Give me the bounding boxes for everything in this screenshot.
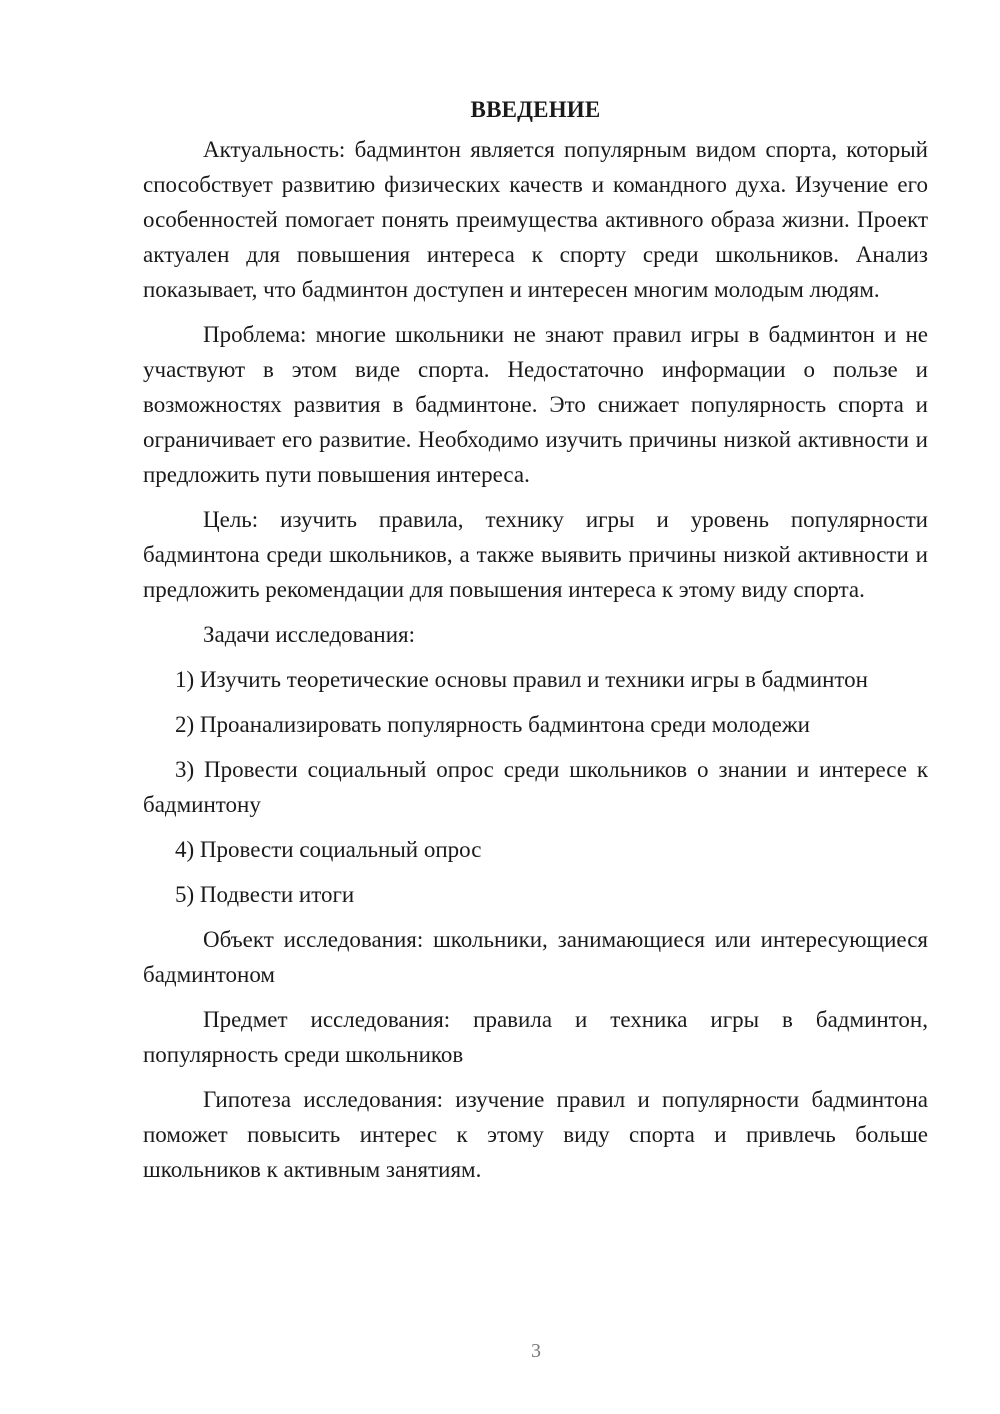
task-item-4: 4) Провести социальный опрос	[175, 837, 482, 862]
paragraph-goal: Цель: изучить правила, технику игры и уровень популярности бадминтона среди школьников, а также выявить причины низкой активности и предложить рекомендации для повышения интереса к этому виду спорта.	[143, 507, 928, 602]
paragraph-object: Объект исследования: школьники, занимающиеся или интересующиеся бадминтоном	[143, 927, 928, 987]
task-item-2: 2) Проанализировать популярность бадминтона среди молодежи	[175, 712, 810, 737]
paragraph-hypothesis: Гипотеза исследования: изучение правил и популярности бадминтона поможет повысить интерес к этому виду спорта и привлечь больше школьников к активным занятиям.	[143, 1087, 928, 1182]
task-item-1: 1) Изучить теоретические основы правил и техники игры в бадминтон	[175, 667, 868, 692]
page-content	[143, 92, 928, 1197]
paragraph-subject: Предмет исследования: правила и техника игры в бадминтон, популярность среди школьников	[143, 1007, 928, 1067]
section-title: ВВЕДЕНИЕ	[470, 97, 601, 122]
tasks-heading: Задачи исследования:	[203, 622, 416, 647]
task-item-3: 3) Провести социальный опрос среди школьников о знании и интересе к бадминтону	[143, 757, 928, 817]
task-item-5: 5) Подвести итоги	[175, 882, 355, 907]
paragraph-problem: Проблема: многие школьники не знают правил игры в бадминтон и не участвуют в этом виде спорта. Недостаточно информации о пользе и возможностях развития в бадминтоне. Это снижает популярность спорта и ограничивает его развитие. Необходимо изучить причины низкой активности и предложить пути повышения интереса.	[143, 322, 928, 487]
paragraph-relevance: Актуальность: бадминтон является популярным видом спорта, который способствует развитию физических качеств и командного духа. Изучение его особенностей помогает понять преимущества активного образа жизни. Проект актуален для повышения интереса к спорту среди школьников. Анализ показывает, что бадминтон доступен и интересен многим молодым людям.	[143, 137, 928, 302]
page-number: 3	[531, 1340, 541, 1362]
